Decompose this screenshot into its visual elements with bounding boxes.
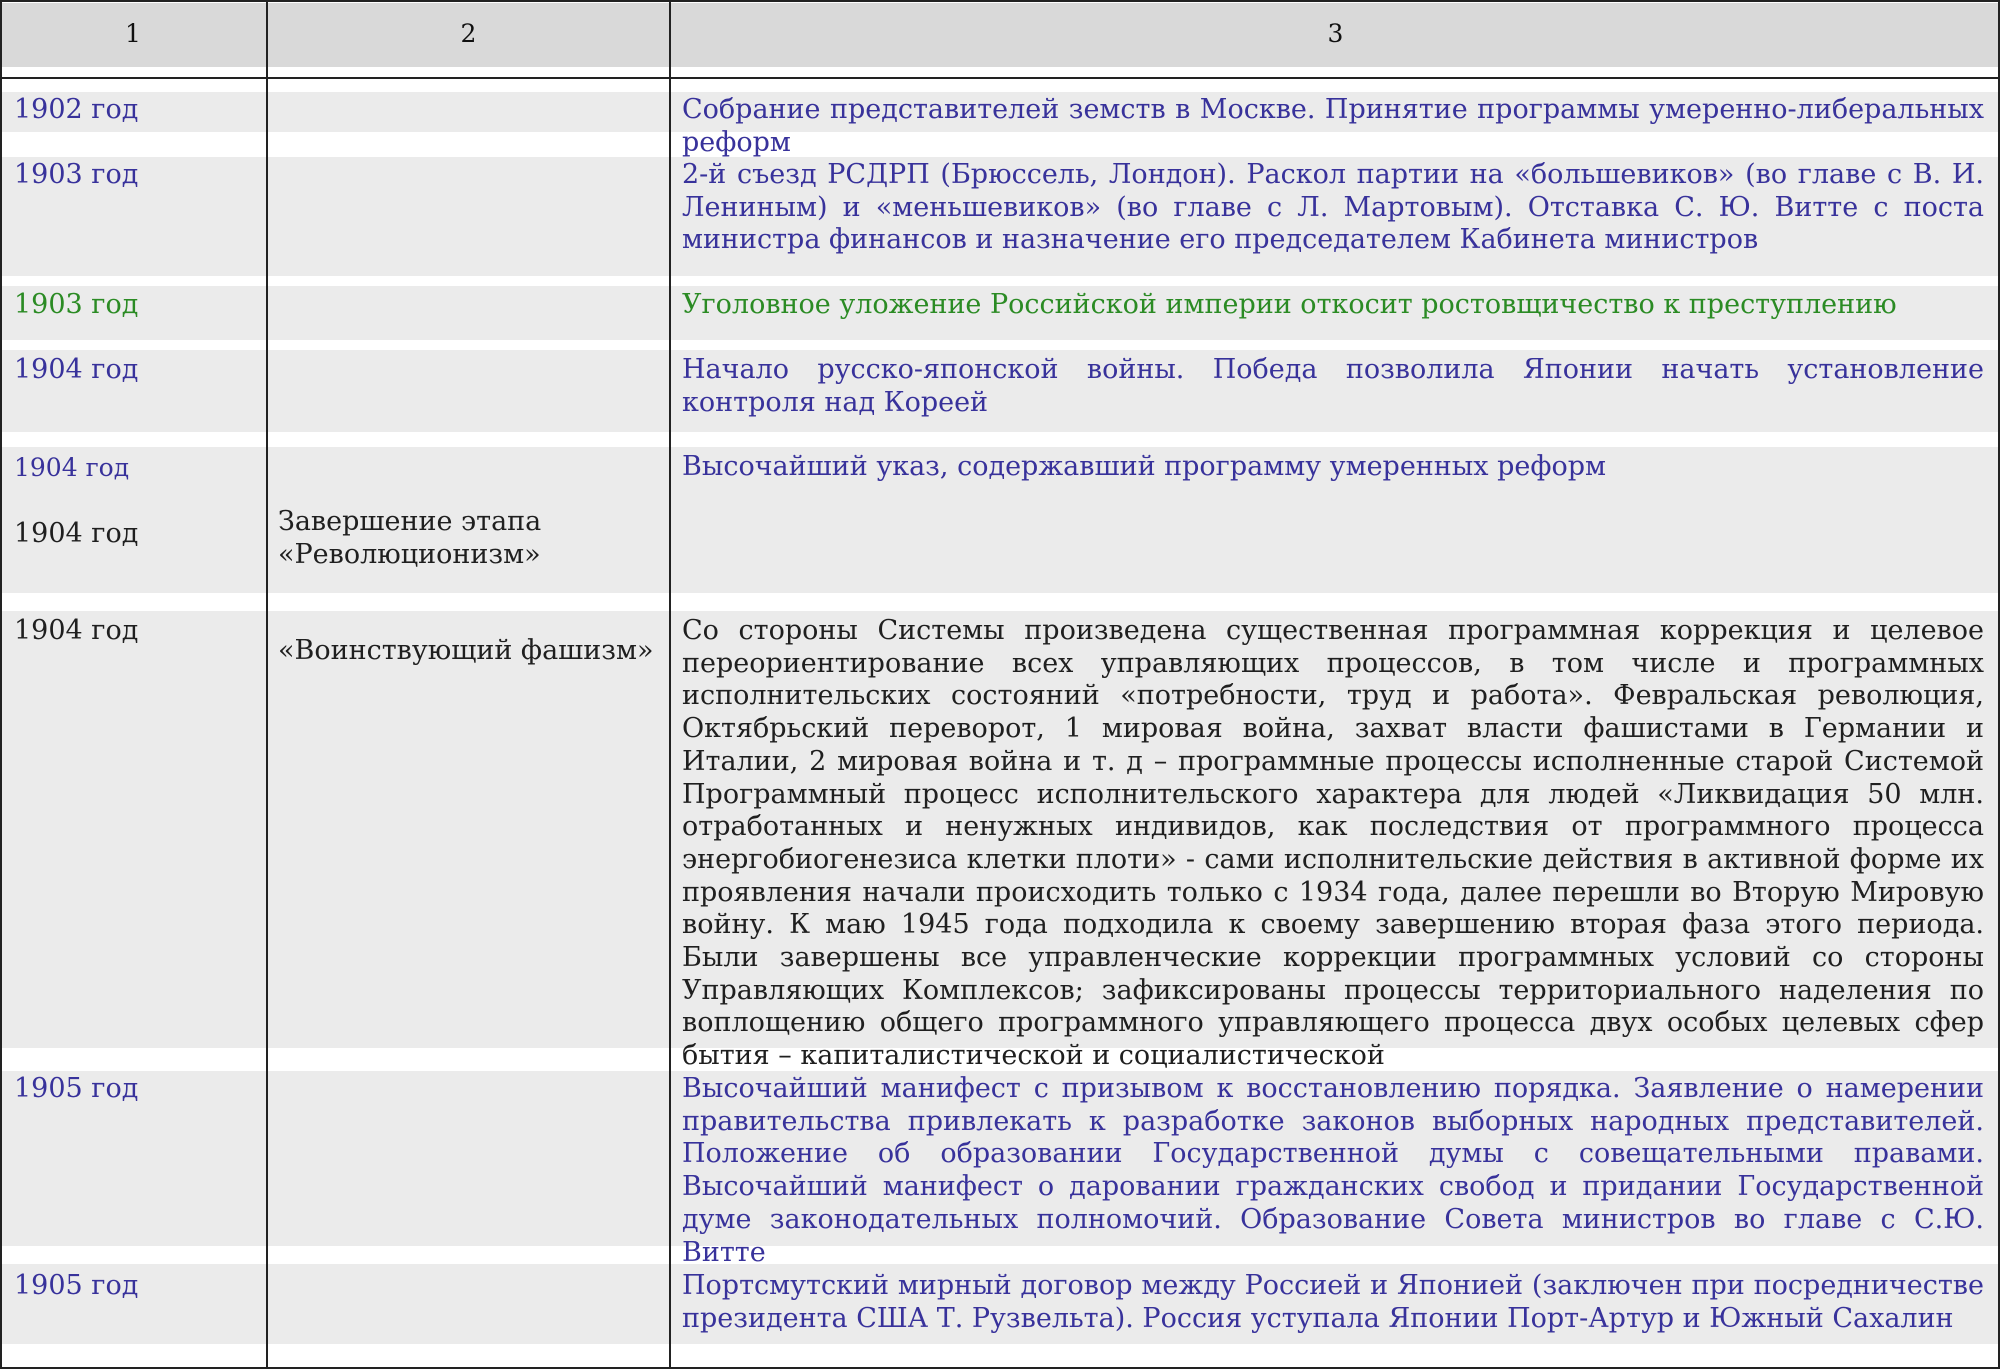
row-7-year: 1904 год: [14, 615, 139, 646]
row-8-event: Высочайший манифест с призывом к восстановлению порядка. Заявление о намерении правительства привлекать к разработке законов выборных народных представителей. Положение об образовании Государственной думы с совещательными правами. Высочайший манифест о даровании гражданских свобод и придании Государственной думе законодательных полномочий. Образование Совета министров во главе с С.Ю. Витте: [682, 1073, 1984, 1268]
row-9-event: Портсмутский мирный договор между Россией и Японией (заключен при посредничестве президента США Т. Рузвельта). Россия уступала Японии Порт-Артур и Южный Сахалин: [682, 1270, 1984, 1334]
row-9-year: 1905 год: [14, 1270, 139, 1301]
row-3-year: 1903 год: [14, 289, 139, 320]
header-col-3: 3: [671, 3, 2000, 67]
row-1-year: 1902 год: [14, 94, 139, 125]
column-divider-1: [266, 0, 268, 1369]
row-7-stage: «Воинствующий фашизм»: [278, 635, 654, 666]
row-4-year: 1904 год: [14, 354, 139, 385]
row-5-event: Высочайший указ, содержавший программу умеренных реформ: [682, 451, 1607, 482]
row-7-event: Со стороны Системы произведена существенная программная коррекция и целевое переориентирование всех управляющих процессов, в том числе и программных исполнительских состояний «потребности, труд и работа». Февральская революция, Октябрьский переворот, 1 мировая война, захват власти фашистами в Германии и Италии, 2 мировая война и т. д – программные процессы исполненные старой Системой Программный процесс исполнительского характера для людей «Ликвидация 50 млн. отработанных и ненужных индивидов, как последствия от программного процесса энергобиогенезиса клетки плоти» - сами исполнительские действия в активной форме их проявления начали происходить только с 1934 года, далее перешли во Вторую Мировую войну. К маю 1945 года подходила к своему завершению вторая фаза этого периода. Были завершены все управленческие коррекции программных условий со стороны Управляющих Комплексов; зафиксированы процессы территориального наделения по воплощению общего программного управляющего процесса двух особых целевых сфер бытия – капиталистической и социалистической: [682, 615, 1984, 1072]
table-border-left: [0, 0, 2, 1369]
column-divider-2: [669, 0, 671, 1369]
row-3-event: Уголовное уложение Российской империи откосит ростовщичество к преступлению: [682, 289, 1897, 320]
row-2-year: 1903 год: [14, 159, 139, 190]
row-6-stage: Завершение этапа «Революционизм»: [278, 506, 542, 570]
header-divider: [0, 77, 2000, 79]
row-6-year: 1904 год: [14, 518, 139, 549]
row-1-event: Собрание представителей земств в Москве. Принятие программы умеренно-либеральных реформ: [682, 94, 1984, 158]
row-8-year: 1905 год: [14, 1073, 139, 1104]
row-5-year: 1904 год: [14, 453, 130, 482]
header-col-1: 1: [0, 3, 266, 67]
row-4-event: Начало русско-японской войны. Победа позволила Японии начать установление контроля над Кореей: [682, 354, 1984, 418]
table-border-top: [0, 0, 2000, 2]
header-col-2: 2: [268, 3, 669, 67]
row-2-event: 2-й съезд РСДРП (Брюссель, Лондон). Раскол партии на «большевиков» (во главе с В. И. Лениным) и «меньшевиков» (во главе с Л. Мартовым). Отставка С. Ю. Витте с поста министра финансов и назначение его председателем Кабинета министров: [682, 159, 1984, 256]
